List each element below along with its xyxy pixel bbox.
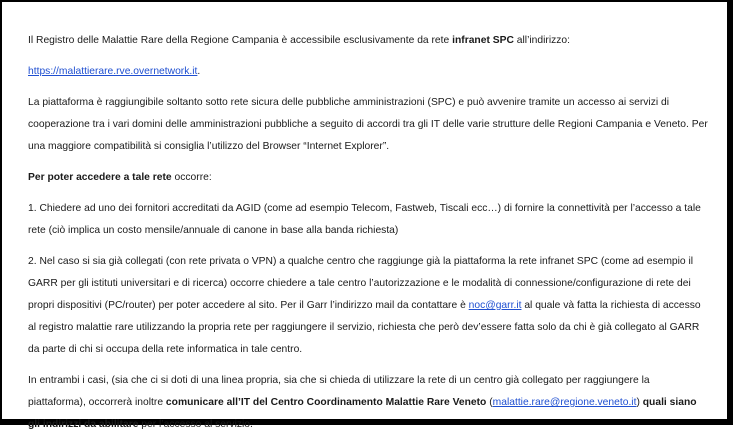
closing-text-after: per l’accesso al servizio. [138, 419, 253, 430]
intro-bold-text: infranet SPC [452, 35, 514, 46]
access-heading-bold: Per poter accedere a tale rete [28, 172, 172, 183]
garr-email-link[interactable]: noc@garr.it [468, 300, 522, 311]
closing-text: In entrambi i casi, (sia che ci si doti di una linea propria, sia che si chieda di utilizzare la rete di un centro già collegato per raggiungere la piattaforma), occorrerà inoltre [28, 375, 650, 408]
item2-text: 2. Nel caso si sia già collegati (con rete privata o VPN) a qualche centro che raggiunge già la piattaforma la rete infranet SPC (come ad esempio il GARR per gli istituti universitari e di ricerca) occorre chiedere a tale centro l’autorizzazione e le modalità di connessione/configurazione di rete dei propri dispositivi (PC/router) per poter accedere al sito. Per il Garr l’indirizzo mail da contattare è [28, 256, 694, 311]
item2-text-after: al quale và fatta la richiesta di accesso al registro malattie rare utilizzando la propria rete per raggiungere il servizio, richiesta che però dev’essere fatta solo da chi è già collegato al GARR da parte di chi si occupa della rete informatica in tale centro. [28, 300, 701, 355]
intro-text-after: all’indirizzo: [513, 35, 570, 46]
access-heading [28, 167, 708, 189]
closing-paren-close: ) [636, 397, 643, 408]
veneto-email-link[interactable]: malattie.rare@regione.veneto.it [492, 397, 637, 408]
document-body [28, 30, 708, 436]
list-item-2 [28, 251, 708, 361]
access-heading-rest: occorre: [171, 172, 212, 183]
platform-paragraph: La piattaforma è raggiungibile soltanto sotto rete sicura delle pubbliche amministrazioni (SPC) e può avvenire tramite un accesso ai servizi di cooperazione tra i vari domini delle amministrazioni pubbliche a seguito di accordi tra gli IT delle varie strutture delle Regioni Campania e Veneto. Per una maggiore compatibilità si consiglia l’utilizzo del Browser “Internet Explorer”. [28, 97, 708, 152]
url-paragraph [28, 61, 708, 83]
intro-text: Il Registro delle Malattie Rare della Regione Campania è accessibile esclusivamente da rete [28, 35, 453, 46]
intro-paragraph [28, 30, 708, 52]
url-suffix: . [197, 66, 201, 77]
registry-url-link[interactable]: https://malattierare.rve.overnetwork.it [28, 66, 198, 77]
list-item-1: 1. Chiedere ad uno dei fornitori accreditati da AGID (come ad esempio Telecom, Fastweb, Tiscali ecc…) di fornire la connettività per l’accesso a tale rete (ciò implica un costo mensile/annuale di canone in base alla banda richiesta) [28, 203, 701, 236]
closing-paren-open: ( [486, 397, 493, 408]
closing-bold-2: quali siano gli indirizzi da abilitare [28, 397, 697, 430]
closing-paragraph [28, 370, 708, 436]
closing-bold-1: comunicare all’IT del Centro Coordinamento Malattie Rare Veneto [165, 397, 487, 408]
